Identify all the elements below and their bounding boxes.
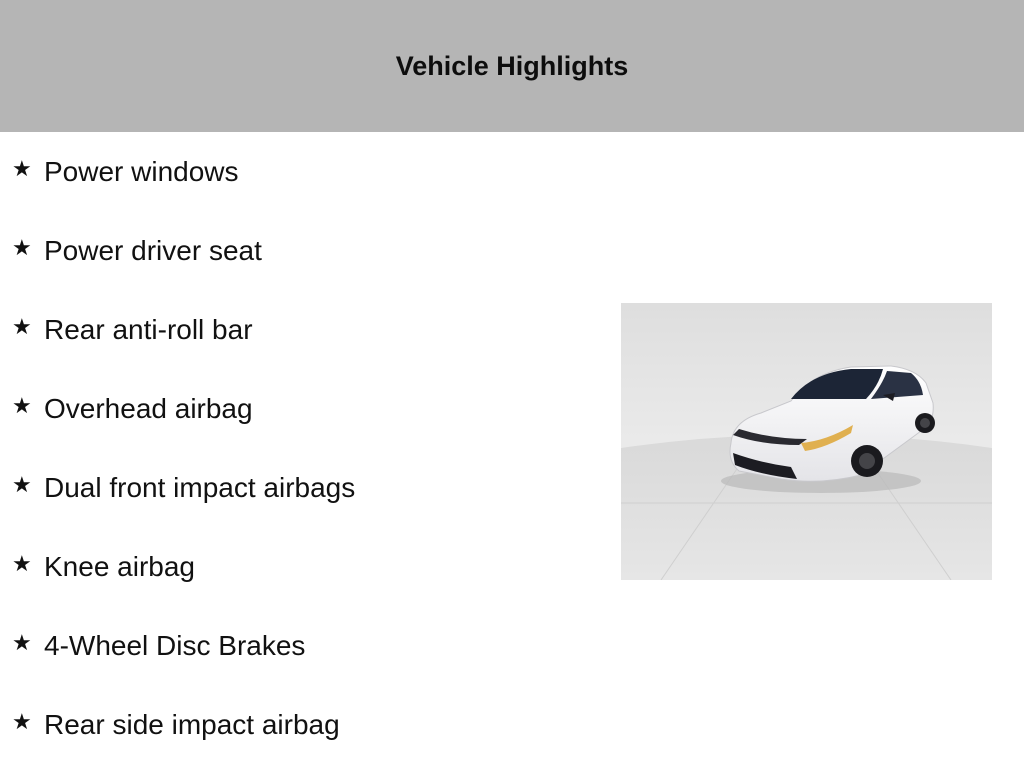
car-illustration xyxy=(621,303,992,580)
feature-label: Dual front impact airbags xyxy=(44,472,356,503)
star-icon: ★ xyxy=(12,156,32,181)
star-icon: ★ xyxy=(12,314,32,339)
feature-item xyxy=(12,389,253,429)
star-icon: ★ xyxy=(12,630,32,655)
feature-item xyxy=(12,468,355,508)
feature-label: Rear side impact airbag xyxy=(44,709,340,740)
feature-label: Overhead airbag xyxy=(44,393,253,424)
feature-label: Power windows xyxy=(44,156,239,187)
feature-label: Power driver seat xyxy=(44,235,262,266)
feature-item xyxy=(12,547,195,587)
star-icon: ★ xyxy=(12,551,32,576)
star-icon: ★ xyxy=(12,235,32,260)
feature-label: Rear anti-roll bar xyxy=(44,314,253,345)
feature-label: 4-Wheel Disc Brakes xyxy=(44,630,306,661)
feature-item xyxy=(12,231,262,271)
star-icon: ★ xyxy=(12,472,32,497)
star-icon: ★ xyxy=(12,709,32,734)
star-icon: ★ xyxy=(12,393,32,418)
feature-item xyxy=(12,310,253,350)
feature-item xyxy=(12,152,239,192)
feature-item xyxy=(12,705,340,745)
feature-label: Knee airbag xyxy=(44,551,196,582)
page-title: Vehicle Highlights xyxy=(395,50,629,81)
header-banner xyxy=(0,0,1024,132)
feature-item xyxy=(12,626,305,666)
vehicle-photo xyxy=(621,303,992,580)
